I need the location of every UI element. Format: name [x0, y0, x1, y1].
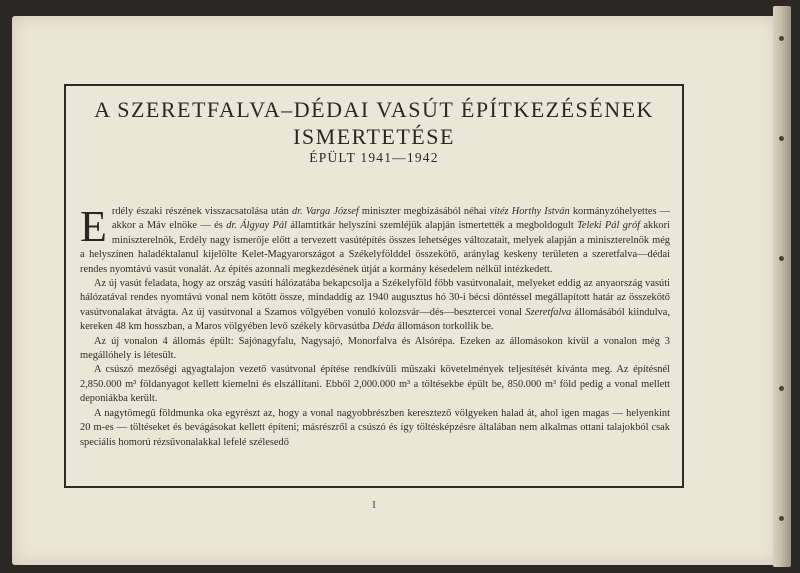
- drop-cap: E: [80, 202, 107, 251]
- body-paragraph: [80, 363, 670, 406]
- body-paragraph: [80, 277, 670, 335]
- paragraph-text: államtitkár helyszíni szemléjük alapján ismertették a megboldogult: [286, 220, 578, 232]
- title-line-1: A SZERETFALVA–DÉDAI VASÚT ÉPÍTKEZÉSÉNEK: [94, 97, 654, 122]
- book-binding: [773, 6, 791, 567]
- body-paragraph: [80, 335, 670, 364]
- paragraph-text: rdély északi részének visszacsatolása után: [111, 206, 292, 217]
- paragraph-text: miniszter megbízásából néhai: [358, 206, 490, 217]
- binding-hole-icon: [779, 386, 784, 391]
- binding-hole-icon: [779, 136, 784, 141]
- binding-hole-icon: [779, 36, 784, 41]
- paragraph-text: A nagytömegű földmunka oka egyrészt az, hogy a vonal nagyobbrészben keresztező völgyeken halad át, ahol igen magas — helyenkint 20 m-es — töltéseket és bevágásokat kellett építeni; másrészről a csúszó és így töltésképzésre általában nem alkalmas ottani talajokból csak speciális homorú rézsűvonalakkal lefelé szélesedő: [80, 407, 670, 448]
- body-paragraph: [80, 407, 670, 450]
- document-title: [64, 96, 684, 150]
- title-line-2: ISMERTETÉSE: [293, 124, 455, 149]
- body-paragraph: [80, 202, 671, 277]
- italic-name: dr. Álgyay Pál: [226, 220, 287, 232]
- paragraph-text: akkori miniszterelnök, Erdély nagy ismerője előtt a tervezett vasútépítés összes lehetséges változatait, melyek alapján a miniszterelnök még a helyszínen haladéktalanul kijelölte Kelet-Magyarországot a Székelyfölddel összekötő, aránylag keskeny területen a szeretfalva—dédai rendes nyomtávú vasút vonalát. Az építés azonnali megkezdésének útját a kormány késedelem nélkül intézkedett.: [80, 220, 670, 275]
- italic-name: vitéz Horthy István: [489, 206, 570, 217]
- paragraph-text: kormányzóhelyettes — akkor a Máv elnöke — és: [111, 206, 671, 232]
- italic-name: dr. Varga József: [291, 206, 359, 217]
- italic-name: Teleki Pál gróf: [577, 220, 641, 232]
- paragraph-text: Az új vasút feladata, hogy az ország vasúti hálózatába bekapcsolja a Székelyföld főbb vasútvonalait, melyeket eddig az anyaország vasúti hálózatával rendes nyomtávú vonal nem kötött össze, mindaddig az 1940 augusztus hó 30-i bécsi döntéssel megállapított határ az összekötő vasútvonalakat átvágta. Az új vasútvonal a Szamos völgyében vonuló kolozsvár—dés—besztercei vonal: [80, 278, 670, 318]
- body-text: [80, 202, 671, 450]
- paragraph-text: állomásából kiindulva, kereken 48 km hosszban, a Maros völgyében levő székely körvasútba: [80, 306, 670, 333]
- paragraph-text: A csúszó mezőségi agyagtalajon vezető vasútvonal építése rendkívüli műszaki követelmények teljesítését kívánta meg. Az építésnél 2,850.000 m³ földanyagot kellett kiemelni és elszállítani. Ebből 2,000.000 m³ a töltésekbe épült be, 850.000 m³ föld pedig a vonal mellett deponiákba került.: [80, 364, 670, 405]
- document-subtitle: ÉPÜLT 1941—1942: [309, 150, 439, 165]
- binding-hole-icon: [779, 516, 784, 521]
- paragraph-text: állomáson torkollik be.: [394, 321, 494, 333]
- binding-hole-icon: [779, 256, 784, 261]
- paragraph-text: Az új vonalon 4 állomás épült: Sajónagyfalu, Nagysajó, Monorfalva és Alsórépa. Ezeken az állomásokon kívül a vonalon még 3 megállóhely is létesült.: [80, 335, 670, 362]
- italic-name: Déda: [372, 321, 395, 333]
- page-number: I: [372, 500, 376, 511]
- italic-name: Szeretfalva: [525, 306, 572, 318]
